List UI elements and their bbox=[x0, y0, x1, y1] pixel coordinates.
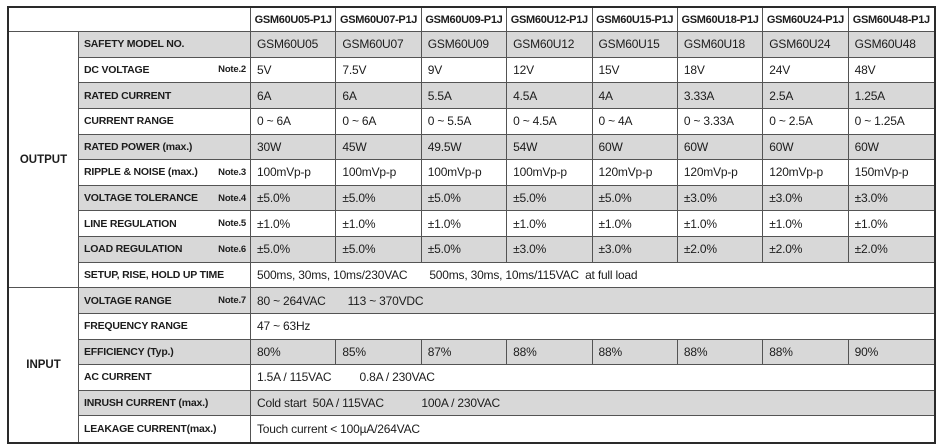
spec-value: 88% bbox=[593, 340, 678, 366]
spec-value: 120mVp-p bbox=[593, 160, 678, 186]
row-label-inrush-current bbox=[79, 391, 251, 417]
spec-value: 0 ~ 6A bbox=[251, 109, 336, 135]
row-label-text: EFFICIENCY (Typ.) bbox=[84, 345, 174, 358]
row-label-text: RIPPLE & NOISE (max.) bbox=[84, 166, 198, 179]
spec-value: GSM60U18 bbox=[678, 32, 763, 58]
row-label-voltage-tolerance bbox=[79, 186, 251, 212]
spec-value: ±5.0% bbox=[251, 237, 336, 263]
spec-value: 5.5A bbox=[422, 83, 507, 109]
model-header: GSM60U12-P1J bbox=[507, 8, 592, 32]
spec-value: GSM60U24 bbox=[763, 32, 848, 58]
row-label-frequency-range bbox=[79, 314, 251, 340]
spec-value: 60W bbox=[763, 135, 848, 161]
spec-value: 88% bbox=[507, 340, 592, 366]
spec-value: ±5.0% bbox=[251, 186, 336, 212]
spec-value: GSM60U48 bbox=[849, 32, 934, 58]
spec-value: 120mVp-p bbox=[763, 160, 848, 186]
spec-value: 0 ~ 6A bbox=[336, 109, 421, 135]
spec-value: 0 ~ 3.33A bbox=[678, 109, 763, 135]
row-label-voltage-range bbox=[79, 288, 251, 314]
row-label-text: VOLTAGE RANGE bbox=[84, 294, 172, 307]
spec-value: ±1.0% bbox=[336, 211, 421, 237]
row-label-current-range bbox=[79, 109, 251, 135]
section-input: INPUT bbox=[9, 288, 79, 442]
spec-span-value: Touch current < 100µA/264VAC bbox=[251, 416, 934, 442]
spec-table bbox=[7, 6, 936, 444]
spec-value: 2.5A bbox=[763, 83, 848, 109]
model-header: GSM60U24-P1J bbox=[763, 8, 848, 32]
spec-value: GSM60U15 bbox=[593, 32, 678, 58]
spec-value: 87% bbox=[422, 340, 507, 366]
row-label-text: VOLTAGE TOLERANCE bbox=[84, 192, 198, 205]
spec-value: 0 ~ 4A bbox=[593, 109, 678, 135]
model-header: GSM60U05-P1J bbox=[251, 8, 336, 32]
spec-value: 120mVp-p bbox=[678, 160, 763, 186]
row-label-text: CURRENT RANGE bbox=[84, 115, 174, 128]
spec-span-value: 80 ~ 264VAC 113 ~ 370VDC bbox=[251, 288, 934, 314]
spec-value: ±1.0% bbox=[763, 211, 848, 237]
spec-span-value: Cold start 50A / 115VAC 100A / 230VAC bbox=[251, 391, 934, 417]
row-label-text: LOAD REGULATION bbox=[84, 243, 183, 256]
model-header: GSM60U15-P1J bbox=[593, 8, 678, 32]
row-label-text: RATED POWER (max.) bbox=[84, 140, 193, 153]
spec-value: 60W bbox=[593, 135, 678, 161]
spec-value: 88% bbox=[678, 340, 763, 366]
spec-value: ±3.0% bbox=[849, 186, 934, 212]
model-header: GSM60U07-P1J bbox=[336, 8, 421, 32]
row-label-setup-rise-holdup bbox=[79, 263, 251, 289]
row-label-text: RATED CURRENT bbox=[84, 89, 172, 102]
spec-value: ±5.0% bbox=[336, 186, 421, 212]
row-label-safety-model-no bbox=[79, 32, 251, 58]
spec-value: 0 ~ 5.5A bbox=[422, 109, 507, 135]
spec-value: 6A bbox=[336, 83, 421, 109]
spec-value: ±5.0% bbox=[507, 186, 592, 212]
spec-value: 48V bbox=[849, 58, 934, 84]
spec-span-value: 47 ~ 63Hz bbox=[251, 314, 934, 340]
spec-value: ±3.0% bbox=[593, 237, 678, 263]
spec-value: 45W bbox=[336, 135, 421, 161]
spec-value: 24V bbox=[763, 58, 848, 84]
spec-value: 100mVp-p bbox=[507, 160, 592, 186]
row-label-rated-power bbox=[79, 135, 251, 161]
spec-value: 4A bbox=[593, 83, 678, 109]
spec-value: 0 ~ 2.5A bbox=[763, 109, 848, 135]
spec-value: ±3.0% bbox=[678, 186, 763, 212]
spec-value: ±3.0% bbox=[507, 237, 592, 263]
row-label-line-regulation bbox=[79, 211, 251, 237]
spec-value: 85% bbox=[336, 340, 421, 366]
spec-value: ±2.0% bbox=[763, 237, 848, 263]
model-header: GSM60U09-P1J bbox=[422, 8, 507, 32]
model-header: GSM60U48-P1J bbox=[849, 8, 934, 32]
spec-value: 60W bbox=[678, 135, 763, 161]
row-label-leakage-current bbox=[79, 416, 251, 442]
spec-value: ±2.0% bbox=[849, 237, 934, 263]
row-label-ac-current bbox=[79, 365, 251, 391]
row-label-text: AC CURRENT bbox=[84, 371, 152, 384]
spec-value: ±5.0% bbox=[593, 186, 678, 212]
note-label: Note.4 bbox=[218, 192, 246, 204]
spec-value: ±1.0% bbox=[593, 211, 678, 237]
spec-value: GSM60U07 bbox=[336, 32, 421, 58]
spec-value: ±1.0% bbox=[507, 211, 592, 237]
spec-value: 12V bbox=[507, 58, 592, 84]
spec-value: ±3.0% bbox=[763, 186, 848, 212]
spec-value: 88% bbox=[763, 340, 848, 366]
spec-span-value: 1.5A / 115VAC 0.8A / 230VAC bbox=[251, 365, 934, 391]
section-output: OUTPUT bbox=[9, 32, 79, 288]
spec-value: 18V bbox=[678, 58, 763, 84]
row-label-ripple-noise bbox=[79, 160, 251, 186]
row-label-text: SETUP, RISE, HOLD UP TIME bbox=[84, 268, 224, 281]
spec-value: 100mVp-p bbox=[336, 160, 421, 186]
spec-value: 15V bbox=[593, 58, 678, 84]
spec-span-value: 500ms, 30ms, 10ms/230VAC 500ms, 30ms, 10ms/115VAC at full load bbox=[251, 263, 934, 289]
row-label-text: LEAKAGE CURRENT(max.) bbox=[84, 423, 217, 436]
spec-value: 54W bbox=[507, 135, 592, 161]
spec-value: GSM60U09 bbox=[422, 32, 507, 58]
spec-value: 49.5W bbox=[422, 135, 507, 161]
spec-value: 0 ~ 4.5A bbox=[507, 109, 592, 135]
note-label: Note.7 bbox=[218, 295, 246, 307]
spec-value: 9V bbox=[422, 58, 507, 84]
spec-value: 3.33A bbox=[678, 83, 763, 109]
spec-value: ±1.0% bbox=[422, 211, 507, 237]
row-label-rated-current bbox=[79, 83, 251, 109]
spec-value: ±5.0% bbox=[422, 237, 507, 263]
row-label-text: DC VOLTAGE bbox=[84, 63, 150, 76]
row-label-text: INRUSH CURRENT (max.) bbox=[84, 397, 209, 410]
spec-value: ±1.0% bbox=[849, 211, 934, 237]
spec-value: ±2.0% bbox=[678, 237, 763, 263]
spec-value: 5V bbox=[251, 58, 336, 84]
spec-value: ±1.0% bbox=[678, 211, 763, 237]
note-label: Note.2 bbox=[218, 64, 246, 76]
spec-value: 4.5A bbox=[507, 83, 592, 109]
spec-value: ±5.0% bbox=[422, 186, 507, 212]
spec-value: GSM60U12 bbox=[507, 32, 592, 58]
spec-value: 1.25A bbox=[849, 83, 934, 109]
note-label: Note.6 bbox=[218, 243, 246, 255]
spec-value: 100mVp-p bbox=[422, 160, 507, 186]
corner-cell bbox=[9, 8, 251, 32]
note-label: Note.5 bbox=[218, 218, 246, 230]
row-label-load-regulation bbox=[79, 237, 251, 263]
spec-value: 30W bbox=[251, 135, 336, 161]
spec-value: 100mVp-p bbox=[251, 160, 336, 186]
row-label-text: FREQUENCY RANGE bbox=[84, 320, 188, 333]
spec-value: 150mVp-p bbox=[849, 160, 934, 186]
spec-value: ±5.0% bbox=[336, 237, 421, 263]
row-label-efficiency bbox=[79, 340, 251, 366]
model-header: GSM60U18-P1J bbox=[678, 8, 763, 32]
spec-value: 7.5V bbox=[336, 58, 421, 84]
spec-value: 60W bbox=[849, 135, 934, 161]
note-label: Note.3 bbox=[218, 166, 246, 178]
spec-value: 6A bbox=[251, 83, 336, 109]
spec-value: 80% bbox=[251, 340, 336, 366]
spec-value: ±1.0% bbox=[251, 211, 336, 237]
row-label-text: LINE REGULATION bbox=[84, 217, 177, 230]
spec-value: GSM60U05 bbox=[251, 32, 336, 58]
row-label-text: SAFETY MODEL NO. bbox=[84, 38, 185, 51]
row-label-dc-voltage bbox=[79, 58, 251, 84]
spec-value: 0 ~ 1.25A bbox=[849, 109, 934, 135]
spec-value: 90% bbox=[849, 340, 934, 366]
